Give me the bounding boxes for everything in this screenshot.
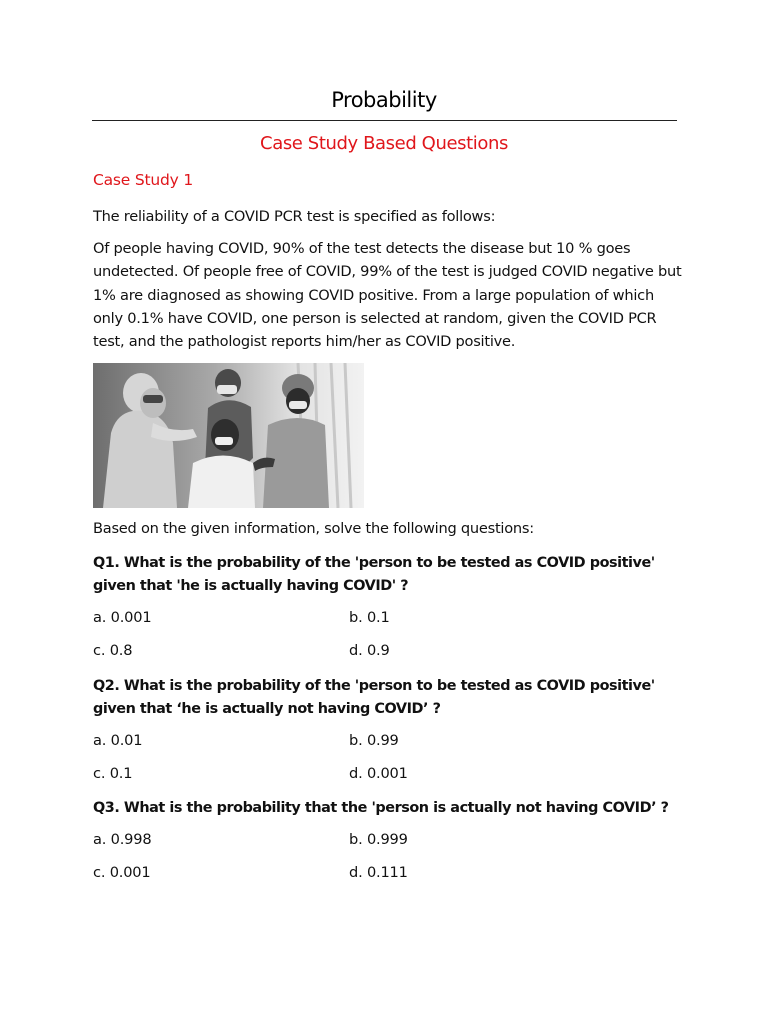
photo-illustration [93, 363, 364, 508]
q2-option-b: b. 0.99 [349, 732, 399, 749]
q3-option-a: a. 0.998 [93, 831, 152, 848]
question-1: Q1. What is the probability of the 'person to be tested as COVID positive' given that 'he is actually having COVID' ? [93, 555, 655, 595]
q1-option-c: c. 0.8 [93, 642, 133, 659]
question-2: Q2. What is the probability of the 'person to be tested as COVID positive' given that ‘he is actually not having COVID’ ? [93, 678, 655, 718]
q2-option-c: c. 0.1 [93, 765, 133, 782]
q2-option-a: a. 0.01 [93, 732, 143, 749]
q3-option-c: c. 0.001 [93, 864, 151, 881]
q3-option-d: d. 0.111 [349, 864, 408, 881]
question-3: Q3. What is the probability that the 'person is actually not having COVID’ ? [93, 800, 669, 816]
intro-paragraph: The reliability of a COVID PCR test is specified as follows: [93, 208, 496, 225]
case-study-label: Case Study 1 [93, 171, 193, 189]
q3-option-b: b. 0.999 [349, 831, 408, 848]
q1-option-d: d. 0.9 [349, 642, 390, 659]
instruction-paragraph: Based on the given information, solve the following questions: [93, 520, 534, 537]
q1-option-a: a. 0.001 [93, 609, 152, 626]
section-heading: Case Study Based Questions [260, 133, 508, 154]
page-title: Probability [331, 88, 437, 112]
covid-test-photo [93, 363, 364, 508]
q1-option-b: b. 0.1 [349, 609, 390, 626]
title-divider [92, 120, 677, 121]
description-paragraph: Of people having COVID, 90% of the test detects the disease but 10 % goes undetected. Of people free of COVID, 99% of the test is judged COVID negative but 1% are diagnosed as showing COVID positive. From a large population of which only 0.1% have COVID, one person is selected at random, given the COVID PCR test, and the pathologist reports him/her as COVID positive. [93, 240, 682, 351]
q2-option-d: d. 0.001 [349, 765, 408, 782]
